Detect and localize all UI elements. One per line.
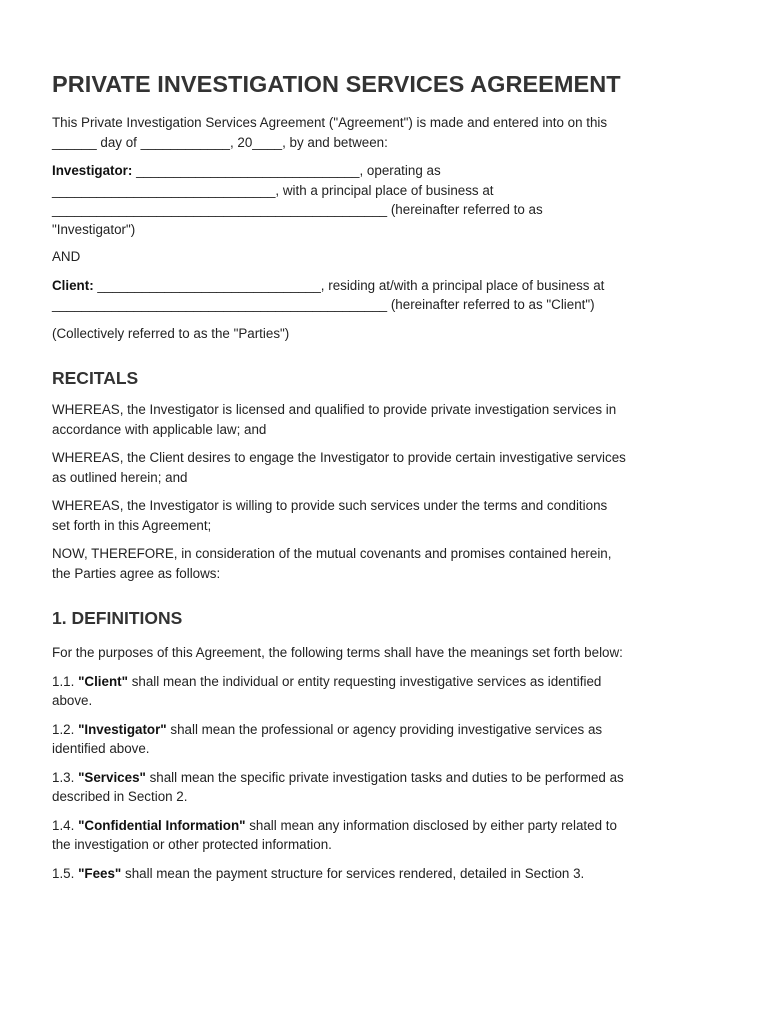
recital-paragraph — [52, 544, 718, 583]
client-label: Client: — [52, 277, 94, 293]
recital-line: WHEREAS, the Investigator is willing to provide such services under the terms and conditions — [52, 498, 608, 513]
recital-line: WHEREAS, the Client desires to engage the Investigator to provide certain investigative services — [52, 450, 626, 465]
definition-number: 1.5. — [52, 865, 79, 881]
recital-line: set forth in this Agreement; — [52, 517, 212, 533]
collective-paragraph: (Collectively referred to as the "Parties") — [52, 325, 290, 341]
definition-term: "Confidential Information" — [78, 817, 246, 833]
definition-number: 1.3. — [52, 769, 79, 785]
recital-line: WHEREAS, the Investigator is licensed and qualified to provide private investigation services in — [52, 402, 617, 417]
intro-line-2: ______ day of ____________, 20____, by and between: — [52, 134, 388, 150]
definition-text: shall mean the professional or agency providing investigative services as — [166, 721, 603, 737]
recital-line: the Parties agree as follows: — [52, 565, 221, 581]
definition-item — [52, 672, 718, 711]
definition-text: the investigation or other protected information. — [52, 837, 332, 852]
definition-item — [52, 816, 718, 855]
definition-text: shall mean the specific private investigation tasks and duties to be performed as — [145, 769, 624, 785]
definitions-heading: 1. DEFINITIONS — [52, 608, 183, 628]
recitals-heading: RECITALS — [52, 368, 139, 388]
intro-line-1: This Private Investigation Services Agreement ("Agreement") is made and entered into on this — [52, 115, 608, 130]
document-title: PRIVATE INVESTIGATION SERVICES AGREEMENT — [52, 71, 621, 97]
recital-line: accordance with applicable law; and — [52, 421, 267, 437]
definition-text: identified above. — [52, 741, 150, 756]
definition-number: 1.1. — [52, 673, 79, 689]
definition-term: "Investigator" — [78, 721, 167, 737]
definition-text: shall mean any information disclosed by either party related to — [245, 817, 617, 833]
investigator-line-3: _____________________________________________ (hereinafter referred to as — [52, 202, 543, 217]
recital-paragraph — [52, 400, 718, 439]
client-line-2: _____________________________________________ (hereinafter referred to as "Client") — [52, 297, 595, 312]
definition-item — [52, 720, 718, 759]
investigator-line-4: "Investigator") — [52, 221, 136, 237]
definition-text: shall mean the payment structure for services rendered, detailed in Section 3. — [121, 865, 585, 881]
definition-number: 1.2. — [52, 721, 79, 737]
definition-item — [52, 864, 718, 884]
client-paragraph — [52, 276, 718, 315]
definition-text: above. — [52, 693, 93, 708]
investigator-label: Investigator: — [52, 163, 133, 178]
definition-item — [52, 768, 718, 807]
definition-term: "Client" — [78, 673, 128, 689]
client-line-1: ______________________________, residing at/with a principal place of business at — [93, 277, 605, 293]
recital-line: as outlined herein; and — [52, 469, 188, 485]
definition-term: "Services" — [78, 769, 146, 785]
definition-text: shall mean the individual or entity requesting investigative services as identified — [127, 673, 602, 689]
recital-paragraph — [52, 448, 718, 487]
recital-paragraph — [52, 496, 718, 535]
investigator-line-1: ______________________________, operating as — [132, 163, 441, 178]
definition-text: described in Section 2. — [52, 789, 188, 804]
definition-term: "Fees" — [78, 865, 122, 881]
recital-line: NOW, THEREFORE, in consideration of the mutual covenants and promises contained herein, — [52, 546, 612, 561]
definitions-intro: For the purposes of this Agreement, the following terms shall have the meanings set forth below: — [52, 645, 623, 660]
and-separator: AND — [52, 249, 81, 264]
intro-paragraph — [52, 113, 718, 152]
investigator-line-2: ______________________________, with a principal place of business at — [52, 182, 494, 198]
investigator-paragraph — [52, 161, 718, 239]
definition-number: 1.4. — [52, 817, 79, 833]
